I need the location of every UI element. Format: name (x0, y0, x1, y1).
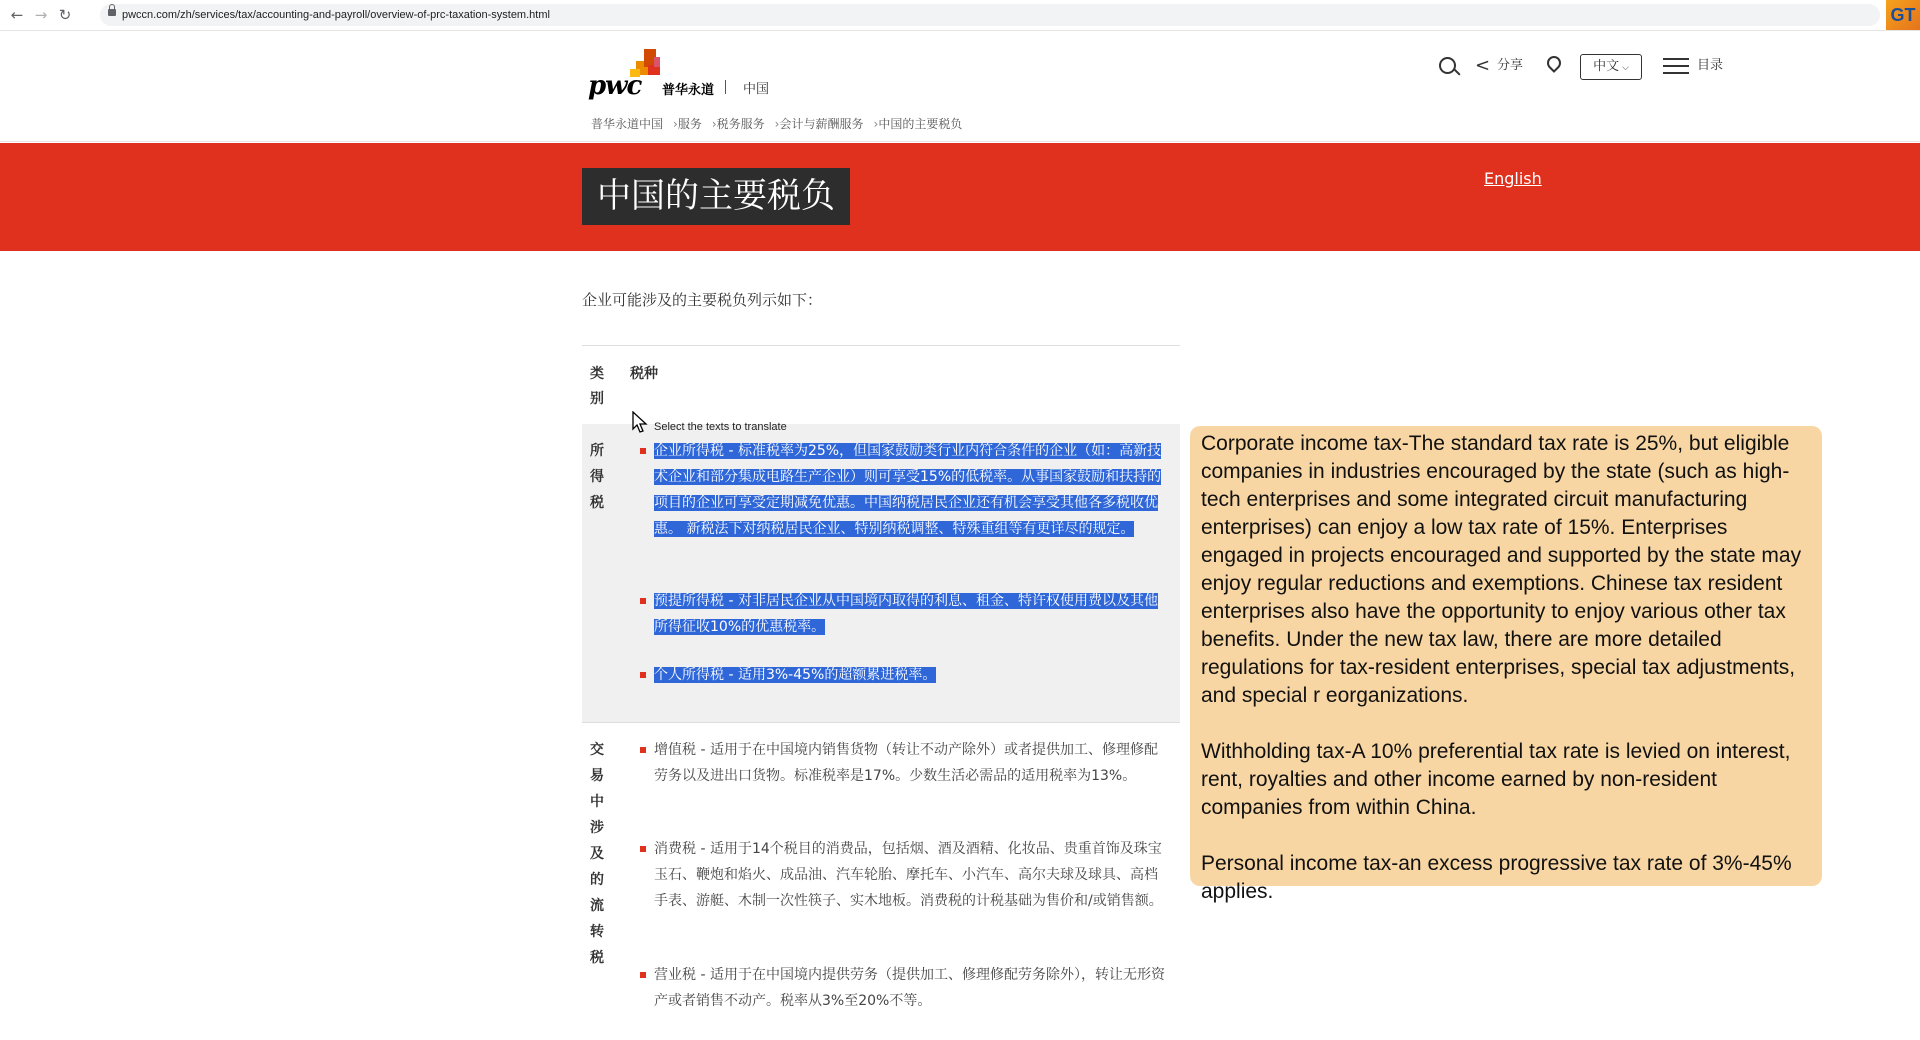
tax-item-business (654, 962, 1169, 1014)
english-language-link[interactable]: English (1484, 169, 1542, 188)
breadcrumb-separator: › (711, 117, 717, 131)
bullet-icon (640, 972, 646, 978)
browser-toolbar (0, 0, 1920, 31)
tax-item-consumption (654, 836, 1169, 914)
selected-text[interactable]: 个人所得税 - 适用3%-45%的超额累进税率。 (654, 667, 937, 683)
location-pin-icon[interactable] (1543, 53, 1563, 79)
breadcrumb-separator: › (673, 117, 678, 131)
forward-arrow-icon[interactable]: → (34, 6, 48, 24)
table-divider (582, 345, 1180, 346)
page-hero (0, 143, 1920, 251)
logo-chinese-name: 普华永道 (662, 83, 715, 98)
translation-paragraph: Withholding tax-A 10% preferential tax rate is levied on interest, rent, royalties and other income earned by non-resident companies from within China. (1201, 740, 1791, 819)
translator-extension-icon[interactable] (1886, 0, 1920, 30)
address-bar[interactable] (100, 4, 1880, 26)
translate-hint: Select the texts to translate (654, 421, 787, 433)
column-header-tax: 税种 (630, 366, 658, 382)
mouse-cursor-icon (632, 411, 650, 435)
tax-item-text: 营业税 - 适用于在中国境内提供劳务（提供加工、修理修配劳务除外），转让无形资产或者销售不动产。税率从3%至20%不等。 (654, 967, 1165, 1009)
column-header-category: 类别 (590, 366, 604, 407)
language-value: 中文 (1593, 59, 1620, 74)
breadcrumb-separator: › (774, 117, 780, 131)
site-header (0, 31, 1920, 142)
category-income-tax: 所得税 (590, 443, 604, 511)
share-button[interactable] (1475, 53, 1523, 79)
chevron-down-icon: ⌵ (1622, 63, 1629, 73)
url-text: pwccn.com/zh/services/tax/accounting-and-payroll/overview-of-prc-taxation-system.html (122, 9, 550, 21)
logo-wordmark: pwc (588, 71, 642, 101)
search-icon[interactable] (1437, 53, 1461, 79)
pwc-logo[interactable] (588, 49, 848, 99)
tax-item-corporate-income (654, 438, 1169, 542)
intro-text: 企业可能涉及的主要税负列示如下： (582, 291, 823, 309)
reload-icon[interactable]: ↻ (58, 6, 72, 24)
tax-item-withholding (654, 588, 1169, 640)
tax-item-text: 消费税 - 适用于14个税目的消费品，包括烟、酒及酒精、化妆品、贵重首饰及珠宝玉石、鞭炮和焰火、成品油、汽车轮胎、摩托车、小汽车、高尔夫球及球具、高档手表、游艇、木制一次性筷子、实木地板。消费税的计税基础为售价和/或销售额。 (654, 841, 1163, 909)
hamburger-icon (1663, 57, 1689, 75)
breadcrumb (591, 115, 962, 132)
breadcrumb-item[interactable]: 服务 (677, 117, 702, 131)
tax-item-personal-income (654, 662, 1169, 688)
category-turnover-tax: 交易中涉及的流转税 (590, 742, 604, 966)
bullet-icon (640, 747, 646, 753)
page-title: 中国的主要税负 (582, 168, 850, 225)
selected-text[interactable]: 企业所得税 - 标准税率为25%，但国家鼓励类行业内符合条件的企业（如：高新技术企业和部分集成电路生产企业）则可享受15%的低税率。从事国家鼓励和扶持的项目的企业可享受定期减免优惠。中国纳税居民企业还有机会享受其他各多税收优惠。 新税法下对纳税居民企业、特别纳税调整、特殊重组等有更详尽的规定。 (654, 443, 1162, 537)
breadcrumb-item[interactable]: 税务服务 (716, 117, 765, 131)
share-label: 分享 (1497, 58, 1524, 73)
menu-button[interactable] (1663, 53, 1723, 79)
logo-separator (725, 80, 726, 94)
back-arrow-icon[interactable]: ← (10, 6, 24, 24)
breadcrumb-separator: › (873, 117, 879, 131)
breadcrumb-item[interactable]: 普华永道中国 (591, 117, 664, 131)
bullet-icon (640, 598, 646, 604)
translation-paragraph: Personal income tax-an excess progressive tax rate of 3%-45% applies. (1201, 852, 1792, 903)
breadcrumb-current: 中国的主要税负 (878, 117, 963, 131)
bullet-icon (640, 448, 646, 454)
lock-icon (108, 9, 116, 16)
share-icon: < (1475, 55, 1491, 76)
tax-item-text: 增值税 - 适用于在中国境内销售货物（转让不动产除外）或者提供加工、修理修配劳务以及进出口货物。标准税率是17%。少数生活必需品的适用税率为13%。 (654, 742, 1158, 784)
translation-popup (1190, 426, 1822, 903)
region-label: 中国 (743, 82, 770, 97)
extension-label: GT (1890, 5, 1916, 25)
breadcrumb-item[interactable]: 会计与薪酬服务 (779, 117, 864, 131)
tax-item-vat (654, 737, 1169, 789)
bullet-icon (640, 846, 646, 852)
selected-text[interactable]: 预提所得税 - 对非居民企业从中国境内取得的利息、租金、特许权使用费以及其他所得征收10%的优惠税率。 (654, 593, 1158, 635)
menu-label: 目录 (1697, 58, 1724, 73)
language-select[interactable] (1580, 54, 1642, 80)
bullet-icon (640, 672, 646, 678)
translation-paragraph: Corporate income tax-The standard tax rate is 25%, but eligible companies in industries encouraged by the state (such as high-tech enterprises and some integrated circuit manufacturing enterprises) can enjoy a low tax rate of 15%. Enterprises engaged in projects encouraged and supported by the state may enjoy regular reductions and exemptions. Chinese tax resident enterprises also have the opportunity to enjoy various other tax benefits. Under the new tax law, there are more detailed regulations for tax-resident enterprises, special tax adjustments, and special r eorganizations. (1201, 432, 1802, 707)
